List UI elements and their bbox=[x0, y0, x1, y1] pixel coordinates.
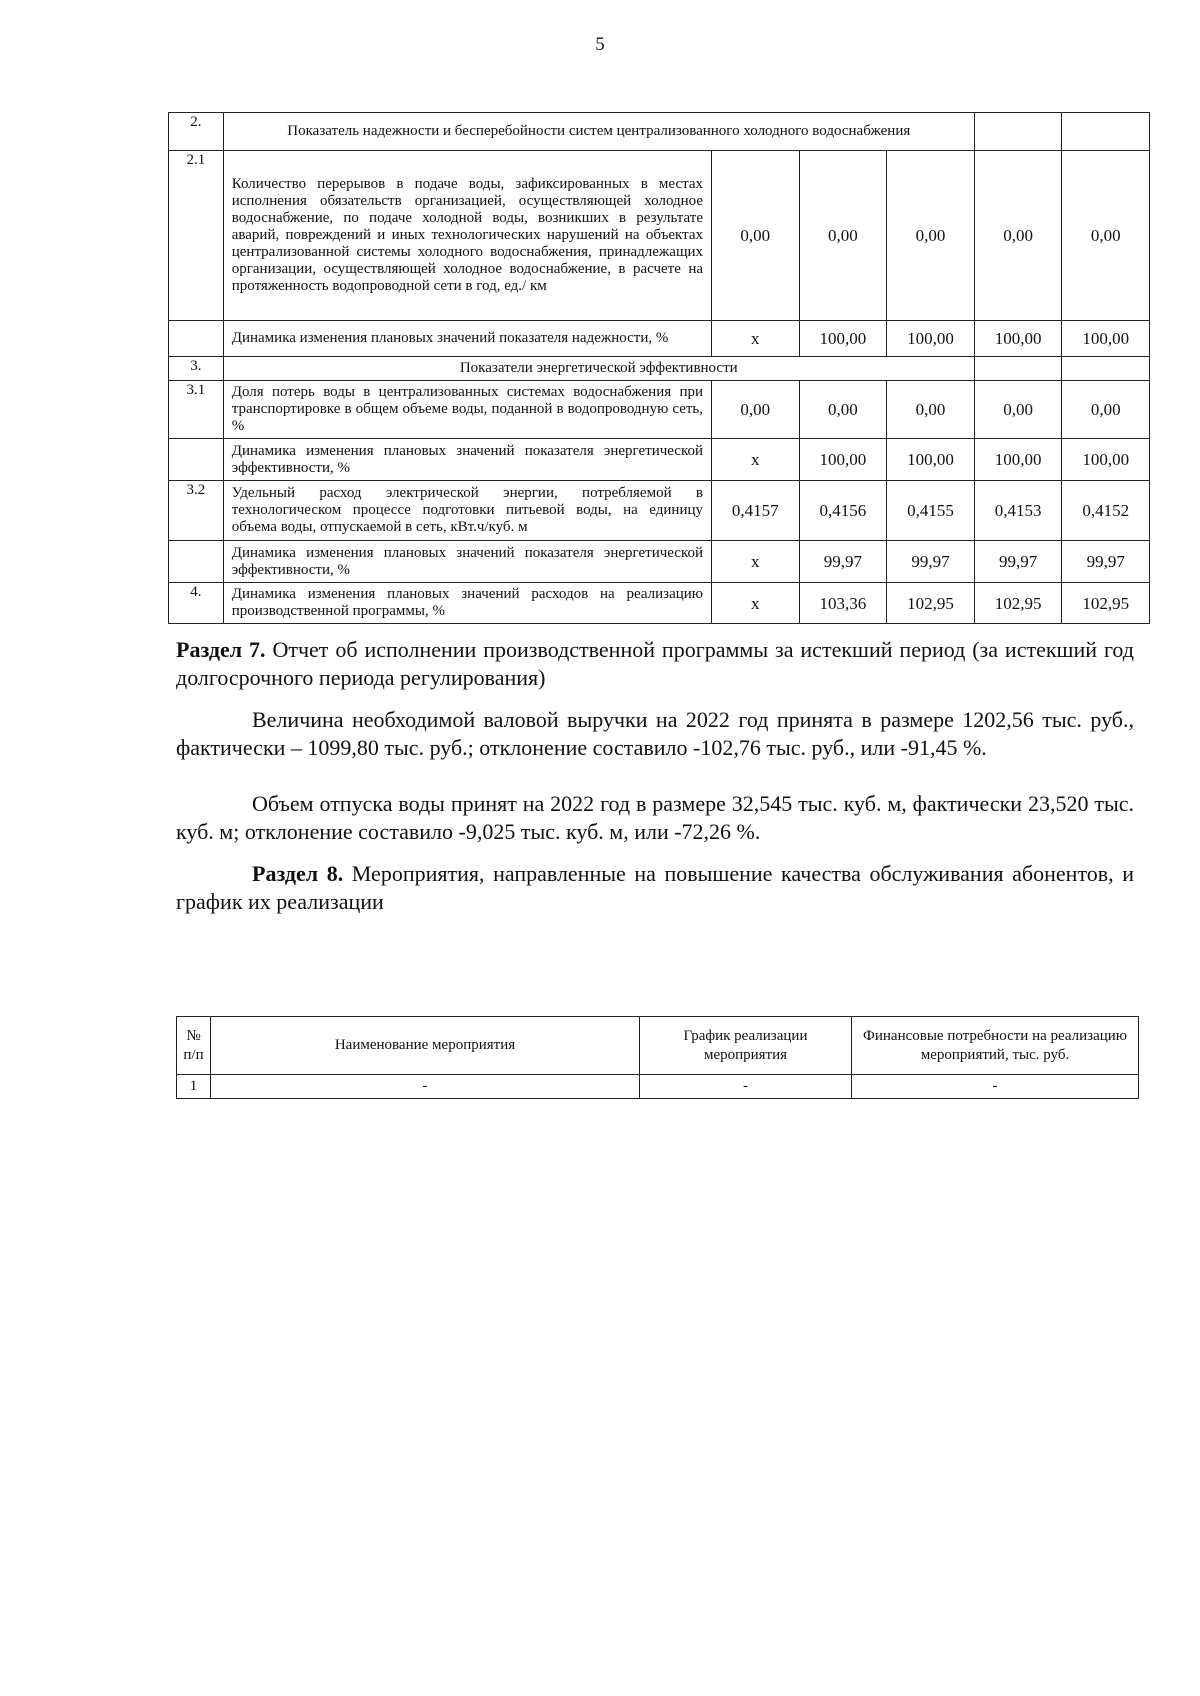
value-cell: х bbox=[712, 321, 800, 357]
table-row bbox=[169, 357, 1150, 381]
row-number: 3. bbox=[169, 357, 224, 381]
row-number bbox=[169, 439, 224, 481]
value-cell: 99,97 bbox=[974, 541, 1062, 583]
value-cell: 99,97 bbox=[887, 541, 975, 583]
row-number bbox=[169, 321, 224, 357]
section7-title bbox=[176, 636, 1134, 692]
value-cell: 0,00 bbox=[799, 151, 887, 321]
row-number: 3.2 bbox=[169, 481, 224, 541]
page-number: 5 bbox=[595, 34, 605, 55]
value-cell: х bbox=[712, 541, 800, 583]
value-cell: 102,95 bbox=[887, 583, 975, 624]
value-cell: 102,95 bbox=[974, 583, 1062, 624]
value-cell: 99,97 bbox=[1062, 541, 1150, 583]
value-cell: 0,4152 bbox=[1062, 481, 1150, 541]
value-cell: 0,00 bbox=[712, 151, 800, 321]
section7-paragraph-volume: Объем отпуска воды принят на 2022 год в размере 32,545 тыс. куб. м, фактически 23,520 тыс. куб. м; отклонение составило -9,025 тыс. куб. м, или -72,26 %. bbox=[176, 791, 1134, 844]
value-cell: 102,95 bbox=[1062, 583, 1150, 624]
table-row bbox=[169, 113, 1150, 151]
section7-title-bold: Раздел 7. bbox=[176, 637, 266, 662]
row-number: 4. bbox=[169, 583, 224, 624]
empty-cell bbox=[1062, 357, 1150, 381]
measures-header-finance: Финансовые потребности на реализацию мероприятий, тыс. руб. bbox=[852, 1017, 1139, 1075]
value-cell: 0,00 bbox=[1062, 381, 1150, 439]
empty-cell bbox=[1062, 113, 1150, 151]
empty-cell bbox=[974, 357, 1062, 381]
section7-paragraph-revenue: Величина необходимой валовой выручки на 2022 год принята в размере 1202,56 тыс. руб., фактически – 1099,80 тыс. руб.; отклонение составило -102,76 тыс. руб., или -91,45 %. bbox=[176, 707, 1134, 760]
value-cell: х bbox=[712, 583, 800, 624]
table-row bbox=[169, 541, 1150, 583]
group-header: Показатель надежности и бесперебойности систем централизованного холодного водоснабжения bbox=[223, 113, 974, 151]
table-row bbox=[169, 151, 1150, 321]
group-header: Показатели энергетической эффективности bbox=[223, 357, 974, 381]
indicator-description: Динамика изменения плановых значений показателя энергетической эффективности, % bbox=[223, 541, 711, 583]
value-cell: 0,00 bbox=[887, 151, 975, 321]
table-row bbox=[169, 321, 1150, 357]
indicator-description: Удельный расход электрической энергии, потребляемой в технологическом процессе подготовки питьевой воды, на единицу объема воды, отпускаемой в сеть, кВт.ч/куб. м bbox=[223, 481, 711, 541]
measures-cell-name: - bbox=[211, 1075, 640, 1099]
row-number: 2.1 bbox=[169, 151, 224, 321]
value-cell: 100,00 bbox=[799, 321, 887, 357]
row-number: 3.1 bbox=[169, 381, 224, 439]
table-row bbox=[169, 481, 1150, 541]
measures-cell-number: 1 bbox=[177, 1075, 211, 1099]
value-cell: 100,00 bbox=[974, 439, 1062, 481]
value-cell: х bbox=[712, 439, 800, 481]
indicator-description: Динамика изменения плановых значений показателя надежности, % bbox=[223, 321, 711, 357]
value-cell: 0,00 bbox=[974, 381, 1062, 439]
measures-header-name: Наименование мероприятия bbox=[211, 1017, 640, 1075]
row-number bbox=[169, 541, 224, 583]
row-number: 2. bbox=[169, 113, 224, 151]
value-cell: 100,00 bbox=[887, 321, 975, 357]
measures-cell-finance: - bbox=[852, 1075, 1139, 1099]
value-cell: 0,4157 bbox=[712, 481, 800, 541]
measures-cell-schedule: - bbox=[640, 1075, 852, 1099]
measures-header-number: № п/п bbox=[177, 1017, 211, 1075]
value-cell: 0,00 bbox=[799, 381, 887, 439]
value-cell: 100,00 bbox=[887, 439, 975, 481]
indicator-description: Доля потерь воды в централизованных системах водоснабжения при транспортировке в общем объеме воды, поданной в водопроводную сеть, % bbox=[223, 381, 711, 439]
measures-table bbox=[176, 1016, 1139, 1099]
table-row bbox=[169, 439, 1150, 481]
measures-header-schedule: График реализации мероприятия bbox=[640, 1017, 852, 1075]
indicator-description: Количество перерывов в подаче воды, зафиксированных в местах исполнения обязательств организацией, осуществляющей холодное водоснабжение, по подаче холодной воды, возникших в результате аварий, повреждений и иных технологических нарушений на объектах централизованной системы холодного водоснабжения, принадлежащих организации, осуществляющей холодное водоснабжение, в расчете на протяженность водопроводной сети в год, ед./ км bbox=[223, 151, 711, 321]
value-cell: 100,00 bbox=[799, 439, 887, 481]
indicator-description: Динамика изменения плановых значений расходов на реализацию производственной программы, % bbox=[223, 583, 711, 624]
section8-title-bold: Раздел 8. bbox=[252, 861, 344, 886]
value-cell: 0,00 bbox=[974, 151, 1062, 321]
value-cell: 0,4153 bbox=[974, 481, 1062, 541]
value-cell: 100,00 bbox=[1062, 321, 1150, 357]
value-cell: 103,36 bbox=[799, 583, 887, 624]
value-cell: 100,00 bbox=[1062, 439, 1150, 481]
section8-title bbox=[176, 860, 1134, 916]
value-cell: 0,4155 bbox=[887, 481, 975, 541]
value-cell: 0,00 bbox=[1062, 151, 1150, 321]
indicators-table bbox=[168, 112, 1150, 624]
value-cell: 0,4156 bbox=[799, 481, 887, 541]
indicator-description: Динамика изменения плановых значений показателя энергетической эффективности, % bbox=[223, 439, 711, 481]
section7-title-text: Отчет об исполнении производственной программы за истекший период (за истекший год долгосрочного периода регулирования) bbox=[176, 637, 1134, 690]
value-cell: 99,97 bbox=[799, 541, 887, 583]
value-cell: 100,00 bbox=[974, 321, 1062, 357]
empty-cell bbox=[974, 113, 1062, 151]
table-row bbox=[169, 381, 1150, 439]
value-cell: 0,00 bbox=[712, 381, 800, 439]
table-row bbox=[169, 583, 1150, 624]
section8-title-text: Мероприятия, направленные на повышение качества обслуживания абонентов, и график их реализации bbox=[176, 861, 1135, 914]
value-cell: 0,00 bbox=[887, 381, 975, 439]
